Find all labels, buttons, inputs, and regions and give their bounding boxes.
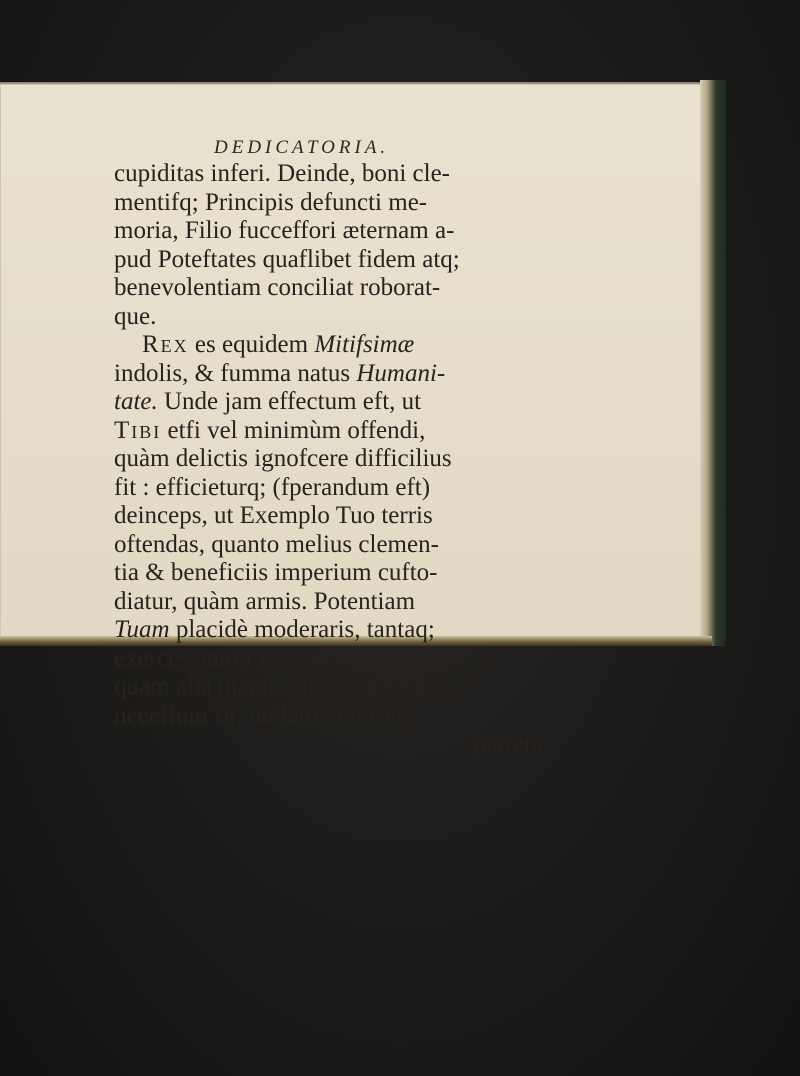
- text-line: [114, 445, 634, 474]
- text-fragment: diatur, quàm armis. Potentiam: [114, 587, 416, 615]
- catchword: partem: [474, 730, 544, 757]
- text-line: [114, 274, 634, 303]
- text-fragment: Lenitate: [258, 644, 341, 672]
- text-line: [114, 303, 634, 332]
- text-line: [114, 360, 634, 389]
- text-line: [114, 417, 634, 446]
- text-fragment: deinceps, ut Exemplo Tuo terris: [114, 502, 433, 529]
- text-fragment: etfi vel minimùm offendi,: [161, 416, 426, 444]
- text-line: [114, 388, 634, 417]
- text-fragment: indolis, & fumma natus: [114, 359, 357, 387]
- text-line: [114, 502, 634, 531]
- text-fragment: quàm delictis ignofcere difficilius: [114, 445, 452, 472]
- text-line: [114, 246, 634, 275]
- text-line: [114, 559, 634, 588]
- text-line: [114, 531, 634, 560]
- text-fragment: tia & beneficiis imperium cufto-: [114, 559, 438, 586]
- text-fragment: Tuam: [114, 616, 170, 643]
- text-line: [114, 588, 634, 617]
- text-fragment: es equidem: [188, 331, 315, 358]
- text-line: [114, 331, 634, 360]
- text-fragment: Tibi: [114, 416, 162, 444]
- text-line: [114, 616, 634, 645]
- text-fragment: tate.: [114, 388, 158, 415]
- text-line: [114, 474, 634, 503]
- text-line: [114, 217, 634, 246]
- text-fragment: Humani-: [356, 359, 446, 387]
- text-line: [114, 645, 634, 674]
- text-fragment: Unde jam effectum eft, ut: [157, 388, 422, 415]
- body-text: [114, 160, 634, 759]
- text-fragment: neceffum fit, nullam non Reip.: [114, 701, 422, 729]
- text-line: [114, 673, 634, 702]
- text-fragment: cupiditas inferi. Deinde, boni cle-: [114, 160, 450, 187]
- text-fragment: placidè moderaris, tantaq;: [169, 616, 435, 643]
- text-fragment: fit : efficieturq; (fperandum eft): [114, 473, 431, 501]
- text-fragment: ; ut, quan-: [340, 644, 449, 672]
- book-spine-edge: [700, 80, 726, 646]
- text-fragment: exerces animi: [114, 644, 259, 672]
- text-line: [114, 160, 634, 189]
- text-fragment: Rex: [142, 331, 189, 358]
- text-fragment: pud Poteftates quaflibet fidem atq;: [114, 245, 460, 273]
- running-head: DEDICATORIA.: [214, 137, 390, 158]
- text-fragment: oftendas, quanto melius clemen-: [114, 530, 439, 558]
- text-line: [114, 702, 634, 731]
- text-fragment: quam alia magis, alia minus tueri: [114, 673, 446, 700]
- text-fragment: moria, Filio fucceffori æternam a-: [114, 217, 455, 244]
- text-fragment: que.: [114, 302, 157, 330]
- text-fragment: benevolentiam conciliat roborat-: [114, 274, 441, 301]
- text-fragment: Mitifsimæ: [314, 331, 415, 358]
- text-fragment: mentifq; Principis defuncti me-: [114, 188, 428, 216]
- text-line: [114, 189, 634, 218]
